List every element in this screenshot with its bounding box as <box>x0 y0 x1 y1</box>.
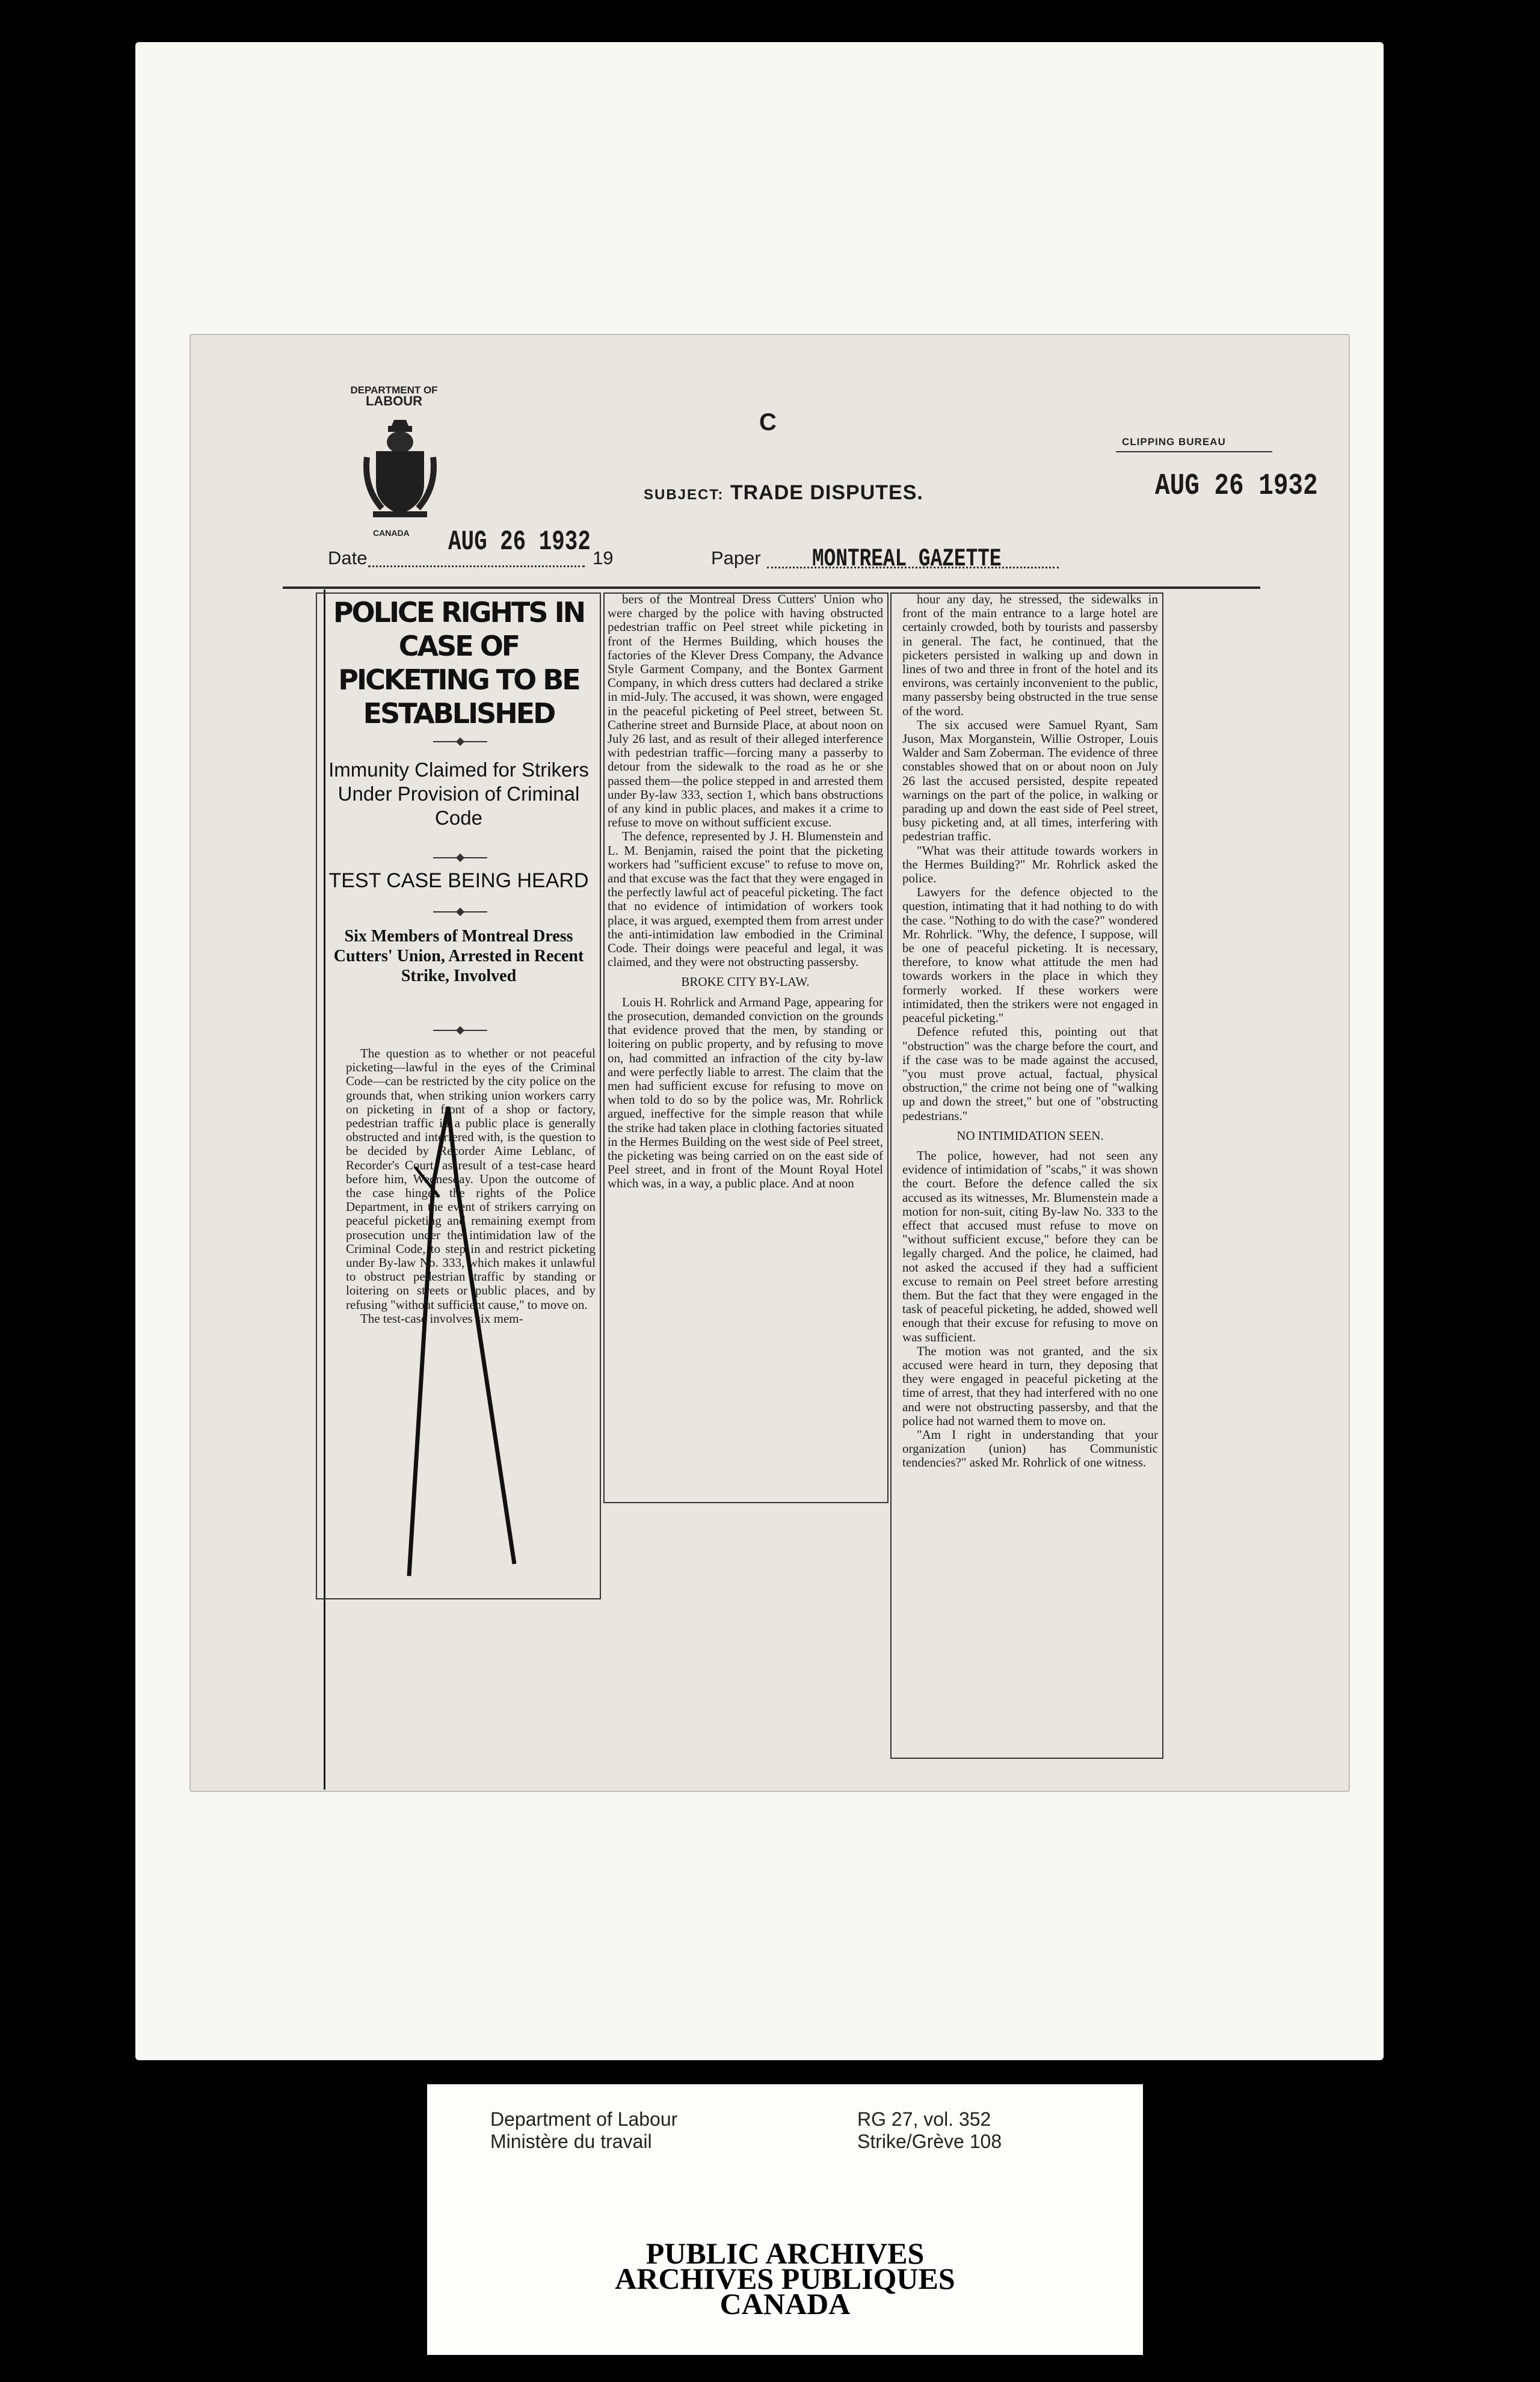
archives-label <box>427 2084 1143 2355</box>
paragraph: The question as to whether or not peaceful picketing—lawful in the eyes of the Criminal Code—can be restricted by the city police on the grounds that, when striking union workers carry on picketing in front of a shop or factory, pedestrian traffic in a public place is generally obstructed and interfered with, is the question to be decided by Recorder Aime Leblanc, of Recorder's Court, as result of a test-case heard before him, Wednesday. Upon the outcome of the case hinges the rights of the Police Department, in the event of strikers carrying on peaceful picketing and remaining exempt from prosecution under the intimidation law of the Criminal Code, to step in and restrict picketing under By-law No. 333, which makes it unlawful to obstruct pedestrian traffic by standing or loitering on streets or public places, and by refusing "without sufficient cause," to move on. <box>346 1047 596 1312</box>
subheading: BROKE CITY BY-LAW. <box>681 974 810 989</box>
paragraph: bers of the Montreal Dress Cutters' Union who were charged by the police with having obstructed pedestrian traffic on Peel street while picketing in front of the Hermes Building, which houses the factories of the Klever Dress Company, the Advance Style Garment Company, and the Bontex Garment Company, in which dress cutters had declared a strike in mid-July. The accused, it was shown, were engaged in the peaceful picketing of Peel street, between St. Catherine street and Burnside Place, at about noon on July 26 last, and as result of their alleged interference with pedestrian traffic—forcing many a passerby to detour from the sidewalk to the road as he or she passed them—the police stepped in and arrested them under By-law 333, section 1, which bans obstructions of any kind in public places, and makes it a crime to refuse to move on without sufficient excuse. <box>608 592 883 830</box>
header-rule <box>283 586 1260 589</box>
paragraph: "What was their attitude towards workers in the Hermes Building?" Mr. Rohrlick asked the police. <box>902 843 1158 886</box>
strike-number: Strike/Grève 108 <box>857 2131 1002 2152</box>
paragraph: Louis H. Rohrlick and Armand Page, appearing for the prosecution, demanded conviction on the grounds that evidence proved that the men, by standing or loitering on public property, and by refusing to move on, had committed an infraction of the city by-law and were perfectly liable to arrest. The claim that the men had sufficient excuse for refusing to move on when told to do so by the police was, Mr. Rohrlick argued, ineffective for the simple reason that while the strike had taken place in clothing factories situated in the Hermes Building on the west side of Peel street, the picketing was being carried on on the east side of Peel street, and in front of the Mount Royal Hotel which was, in a way, a public place. And at noon <box>608 994 883 1191</box>
divider <box>1116 451 1272 452</box>
paragraph: "Am I right in understanding that your organization (union) has Communistic tendencies?" asked Mr. Rohrlick of one witness. <box>902 1427 1158 1470</box>
paragraph: The police, however, had not seen any evidence of intimidation of "scabs," it was shown the court. Before the defence called the six accused as its witnesses, Mr. Blumenstein made a motion for non-suit, citing By-law No. 333 to the effect that accused must refuse to move on "without sufficient excuse," before they can be legally charged. And the police, he claimed, had not asked the accused if they had a sufficient excuse to remain on Peel street before arresting them. But the fact that they were engaged in the task of peaceful picketing, he added, showed well enough that their excuse for refusing to move on was sufficient. <box>902 1148 1158 1344</box>
date-label: Date <box>328 547 368 568</box>
subheading: NO INTIMIDATION SEEN. <box>956 1128 1104 1143</box>
subject-label: SUBJECT: <box>644 487 724 503</box>
paragraph: The six accused were Samuel Ryant, Sam Juson, Max Morganstein, Willie Ostroper, Louis Walder and Sam Zoberman. The evidence of three constables showed that on or about noon on July 26 last the accused persisted, despite repeated warnings on the part of the police, in walking or parading up and down the east side of Peel street, busy picketing and, at all times, interfering with pedestrian traffic. <box>902 717 1158 844</box>
archives-title <box>427 2236 1143 2321</box>
paragraph: Defence refuted this, pointing out that "obstruction" was the charge before the court, and if the case was to be made against the accused, "you must prove actual, factual, physical obstruction," the crime not being one of "walking up and down the street," but one of "obstructing pedestrians." <box>902 1024 1158 1123</box>
received-date-stamp: AUG 26 1932 <box>1155 469 1318 503</box>
paragraph: The defence, represented by J. H. Blumenstein and L. M. Benjamin, raised the point that the picketing workers had "sufficient excuse" to refuse to move on, and that excuse was the fact that they were engaged in the perfectly lawful act of peaceful picketing. The fact that no evidence of intimidation of workers took place, it was argued, exempted them from arrest under the anti-intimidation law embodied in the Criminal Code. Their doings were peaceful and legal, it was claimed, and they were not obstructing passersby. <box>608 829 883 970</box>
article-body-col2 <box>608 592 883 1500</box>
paper-label: Paper <box>711 547 761 568</box>
record-group-reference: RG 27, vol. 352 <box>857 2108 991 2130</box>
paragraph: Lawyers for the defence objected to the question, intimating that it had nothing to do with the case. "Nothing to do with the case?" wondered Mr. Rohrlick. "Why, the defence, I suppose, will be one of peaceful picketing. It is necessary, therefore, to know what attitude the men had towards workers in the place in which they formerly worked. If these workers were intimidated, then the strikers were not engaged in peaceful picketing." <box>902 885 1158 1026</box>
department-name: DEPARTMENT OF LABOUR <box>350 384 438 408</box>
article-deck-secondary: TEST CASE BEING HEARD <box>328 869 589 892</box>
archives-title-line: ARCHIVES PUBLIQUES <box>615 2262 955 2295</box>
article-headline: POLICE RIGHTS IN CASE OF PICKETING TO BE ESTABLISHED <box>333 596 585 730</box>
ornament <box>433 1030 487 1031</box>
date-field-line <box>368 565 585 567</box>
article-deck-tertiary: Six Members of Montreal Dress Cutters' Union, Arrested in Recent Strike, Involved <box>333 927 584 985</box>
ornament <box>433 857 487 858</box>
department-english: Department of Labour <box>490 2108 678 2130</box>
ornament <box>433 911 487 912</box>
paragraph: The test-case involves six mem- <box>360 1311 523 1326</box>
archives-title-line: CANADA <box>719 2287 851 2321</box>
canada-caption: CANADA <box>373 528 410 538</box>
department-french: Ministère du travail <box>490 2131 652 2152</box>
subject-value: TRADE DISPUTES. <box>730 481 923 504</box>
ornament <box>433 741 487 742</box>
article-body-col3 <box>902 592 1158 1753</box>
paper-value: MONTREAL GAZETTE <box>812 544 1002 573</box>
top-mark: C <box>759 409 777 435</box>
paragraph: hour any day, he stressed, the sidewalks in front of the main entrance to a large hotel are certainly crowded, both by tourists and passersby in general. The fact, he continued, that the picketers persisted in walking up and down in lines of two and three in front of the hotel and its environs, was certainly inconvenient to the public, many passersby being obstructed in the true sense of the word. <box>902 592 1158 718</box>
article-deck: Immunity Claimed for Strikers Under Provision of Criminal Code <box>328 759 589 829</box>
paragraph: The motion was not granted, and the six accused were heard in turn, they deposing that they were engaged in peaceful picketing at the time of arrest, that they had interfered with no one and were not obstructing passersby, and that the police had not warned them to move on. <box>902 1343 1158 1428</box>
date-stamp: AUG 26 1932 <box>448 526 591 558</box>
subject-line <box>644 481 923 505</box>
year-prefix: 19 <box>593 547 614 568</box>
handwritten-arrow-mark <box>391 1095 529 1582</box>
archives-title-line: PUBLIC ARCHIVES <box>645 2236 925 2270</box>
coat-of-arms-icon <box>361 415 439 529</box>
clipping-bureau-label: CLIPPING BUREAU <box>1122 436 1226 448</box>
